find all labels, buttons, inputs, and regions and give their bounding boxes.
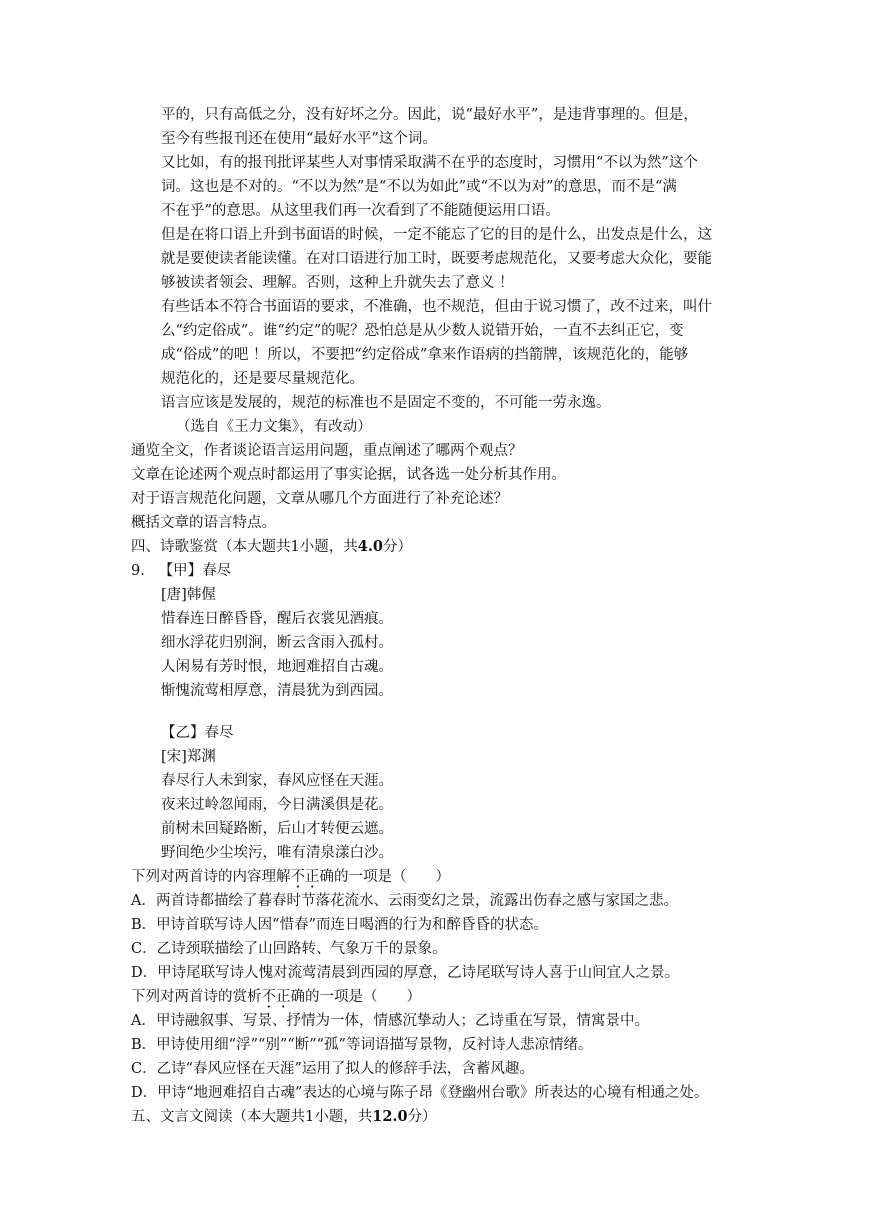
- mc1-option-b: B．甲诗首联写诗人因“惜春”而连日喝酒的行为和醉昏昏的状态。: [131, 917, 548, 933]
- mc1-option-c: C．乙诗颈联描绘了山回路转、气象万千的景象。: [131, 941, 447, 957]
- mc2-option-b: B．甲诗使用细“浮”“别”“断”“孤”等词语描写景物，反衬诗人悲凉情绪。: [131, 1037, 593, 1053]
- citation: （选自《王力文集》，有改动）: [176, 419, 372, 435]
- poem-line: 细水浮花归别涧，断云含雨入孤村。: [161, 635, 393, 651]
- article-line: 够被读者领会、理解。否则，这种上升就失去了意义 ！: [161, 275, 514, 291]
- poem-title: 【甲】春尽: [158, 563, 232, 579]
- article-line: 规范化的，还是要尽量规范化。: [161, 371, 364, 387]
- poem-line: 春尽行人未到家，春风应怪在天涯。: [161, 773, 393, 789]
- article-line: 不在乎”的意思。从这里我们再一次看到了不能随便运用口语。: [161, 203, 560, 219]
- poem-line: 人闲易有芳时恨，地迥难招自古魂。: [161, 659, 393, 675]
- poem-line: 惜春连日醉昏昏，醒后衣裳见酒痕。: [161, 611, 393, 627]
- mc2-option-a: A．甲诗融叙事、写景、抒情为一体，情感沉挚动人；乙诗重在写景，情寓景中。: [131, 1013, 649, 1029]
- section-heading-classical: 五、文言文阅读（本大题共1小题，共12.0分）: [131, 1108, 437, 1125]
- poem-title: 【乙】春尽: [161, 725, 234, 741]
- poem-author: [宋]郑渊: [161, 749, 216, 765]
- article-line: 但是在将口语上升到书面语的时候，一定不能忘了它的目的是什么，出发点是什么，这: [161, 227, 712, 243]
- poem-a-title-line: [131, 560, 231, 582]
- mc2-option-c: C．乙诗“春风应怪在天涯”运用了拟人的修辞手法，含蓄风趣。: [131, 1061, 534, 1077]
- mc2-option-d: D．甲诗“地迥难招自古魂”表达的心境与陈子昂《登幽州台歌》所表达的心境有相通之处。: [131, 1085, 709, 1101]
- article-line: 词。这也是不对的。“不以为然”是“不以为如此”或“不以为对”的意思，而不是“满: [161, 179, 677, 195]
- mc1-stem: 下列对两首诗的内容理解不正确的一项是（ ）: [131, 869, 450, 885]
- question-line: 文章在论述两个观点时都运用了事实论据，试各选一处分析其作用。: [131, 467, 566, 483]
- article-line: 成“俗成”的吧 ！所以，不要把“约定俗成”拿来作语病的挡箭牌，该规范化的，能够: [161, 347, 689, 363]
- article-line: 有些话本不符合书面语的要求，不准确，也不规范，但由于说习惯了，改不过来，叫什: [161, 299, 712, 315]
- question-line: 对于语言规范化问题，文章从哪几个方面进行了补充论述？: [131, 491, 508, 507]
- section-heading-poetry: 四、诗歌鉴赏（本大题共1小题，共4.0分）: [131, 538, 412, 555]
- poem-line: 夜来过岭忽闻雨，今日满溪俱是花。: [161, 797, 393, 813]
- article-line: 至今有些报刊还在使用“最好水平”这个词。: [161, 131, 437, 147]
- article-line: 平的，只有高低之分，没有好坏之分。因此，说“最好水平”，是违背事理的。但是，: [161, 107, 698, 123]
- poem-author: [唐]韩偓: [161, 587, 216, 603]
- question-line: 通览全文，作者谈论语言运用问题，重点阐述了哪两个观点？: [131, 443, 523, 459]
- mc2-stem: 下列对两首诗的赏析不正确的一项是（ ）: [131, 989, 421, 1005]
- question-number: 9.: [131, 563, 145, 579]
- mc1-option-a: A．两首诗都描绘了暮春时节落花流水、云雨变幻之景，流露出伤春之感与家国之悲。: [131, 893, 678, 909]
- poem-line: 野间绝少尘埃污，唯有清泉漾白沙。: [161, 845, 393, 861]
- poem-line: 前树未回疑路断，后山才转便云遮。: [161, 821, 393, 837]
- article-line: 语言应该是发展的，规范的标准也不是固定不变的，不可能一劳永逸。: [161, 395, 611, 411]
- mc1-option-d: D．甲诗尾联写诗人愧对流莺清晨到西园的厚意，乙诗尾联写诗人喜于山间宜人之景。: [131, 965, 680, 981]
- article-line: 就是要使读者能读懂。在对口语进行加工时，既要考虑规范化，又要考虑大众化，要能: [161, 251, 712, 267]
- article-line: 又比如，有的报刊批评某些人对事情采取满不在乎的态度时，习惯用“不以为然”这个: [161, 155, 698, 171]
- article-line: 么“约定俗成”。谁“约定”的呢？恐怕总是从少数人说错开始，一直不去纠正它，变: [161, 323, 684, 339]
- question-line: 概括文章的语言特点。: [131, 515, 276, 531]
- poem-line: 惭愧流莺相厚意，清晨犹为到西园。: [161, 683, 393, 699]
